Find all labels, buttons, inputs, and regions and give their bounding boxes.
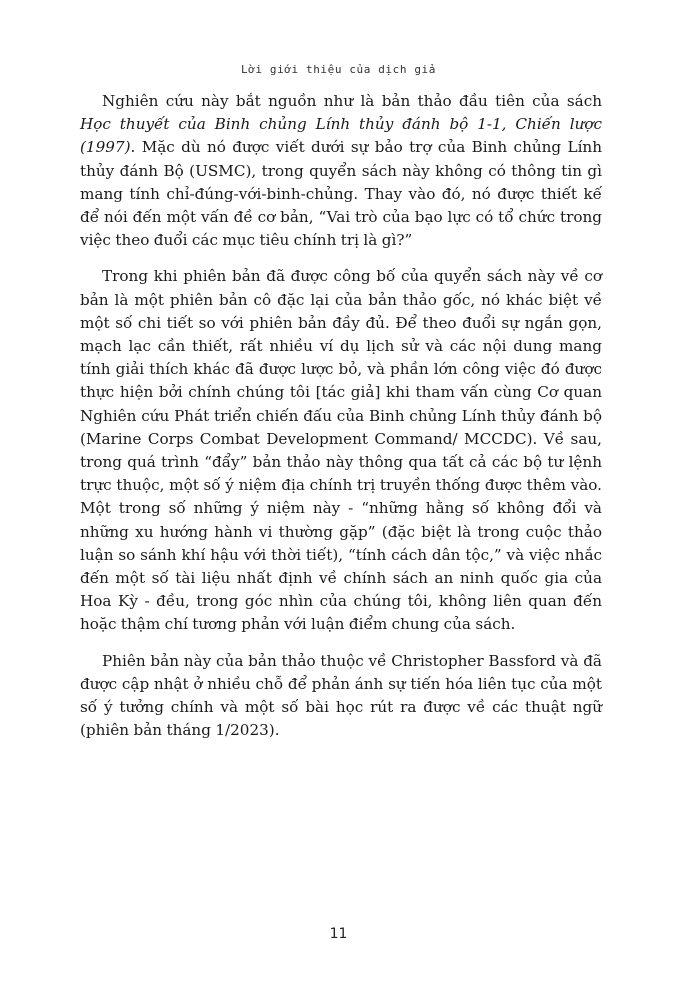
paragraph-1 <box>80 90 602 252</box>
paragraph-1-text-a: Nghiên cứu này bắt nguồn như là bản thảo đầu tiên của sách <box>102 92 602 110</box>
paragraph-1-text-b: . Mặc dù nó được viết dưới sự bảo trợ của Binh chủng Lính thủy đánh Bộ (USMC), trong quyển sách này không có thông tin gì mang tính chỉ-đúng-với-binh-chủng. Thay vào đó, nó được thiết kế để nói đến một vấn đề cơ bản, “Vai trò của bạo lực có tổ chức trong việc theo đuổi các mục tiêu chính trị là gì?” <box>80 138 602 250</box>
page-number: 11 <box>329 926 348 942</box>
paragraph-2: Trong khi phiên bản đã được công bố của quyển sách này về cơ bản là một phiên bản cô đặc lại của bản thảo gốc, nó khác biệt về một số chi tiết so với phiên bản đầy đủ. Để theo đuổi sự ngắn gọn, mạch lạc cần thiết, rất nhiều ví dụ lịch sử và các nội dung mang tính giải thích khác đã được lược bỏ, và phần lớn công việc đó được thực hiện bởi chính chúng tôi [tác giả] khi tham vấn cùng Cơ quan Nghiên cứu Phát triển chiến đấu của Binh chủng Lính thủy đánh bộ (Marine Corps Combat Development Command/ MCCDC). Về sau, trong quá trình “đẩy” bản thảo này thông qua tất cả các bộ tư lệnh trực thuộc, một số ý niệm địa chính trị truyền thống được thêm vào. Một trong số những ý niệm này - “những hằng số không đổi và những xu hướng hành vi thường gặp” (đặc biệt là trong cuộc thảo luận so sánh khí hậu với thời tiết), “tính cách dân tộc,” và việc nhắc đến một số tài liệu nhất định về chính sách an ninh quốc gia của Hoa Kỳ - đều, trong góc nhìn của chúng tôi, không liên quan đến hoặc thậm chí tương phản với luận điểm chung của sách. <box>80 267 602 634</box>
book-title: Học thuyết của Binh chủng Lính thủy đánh bộ 1-1, Chiến lược (1997) <box>80 115 602 157</box>
body-text <box>80 90 602 755</box>
running-header: Lời giới thiệu của dịch giả <box>240 63 436 76</box>
paragraph-3: Phiên bản này của bản thảo thuộc về Christopher Bassford và đã được cập nhật ở nhiều chỗ để phản ánh sự tiến hóa liên tục của một số ý tưởng chính và một số bài học rút ra được về các thuật ngữ (phiên bản tháng 1/2023). <box>80 651 602 740</box>
